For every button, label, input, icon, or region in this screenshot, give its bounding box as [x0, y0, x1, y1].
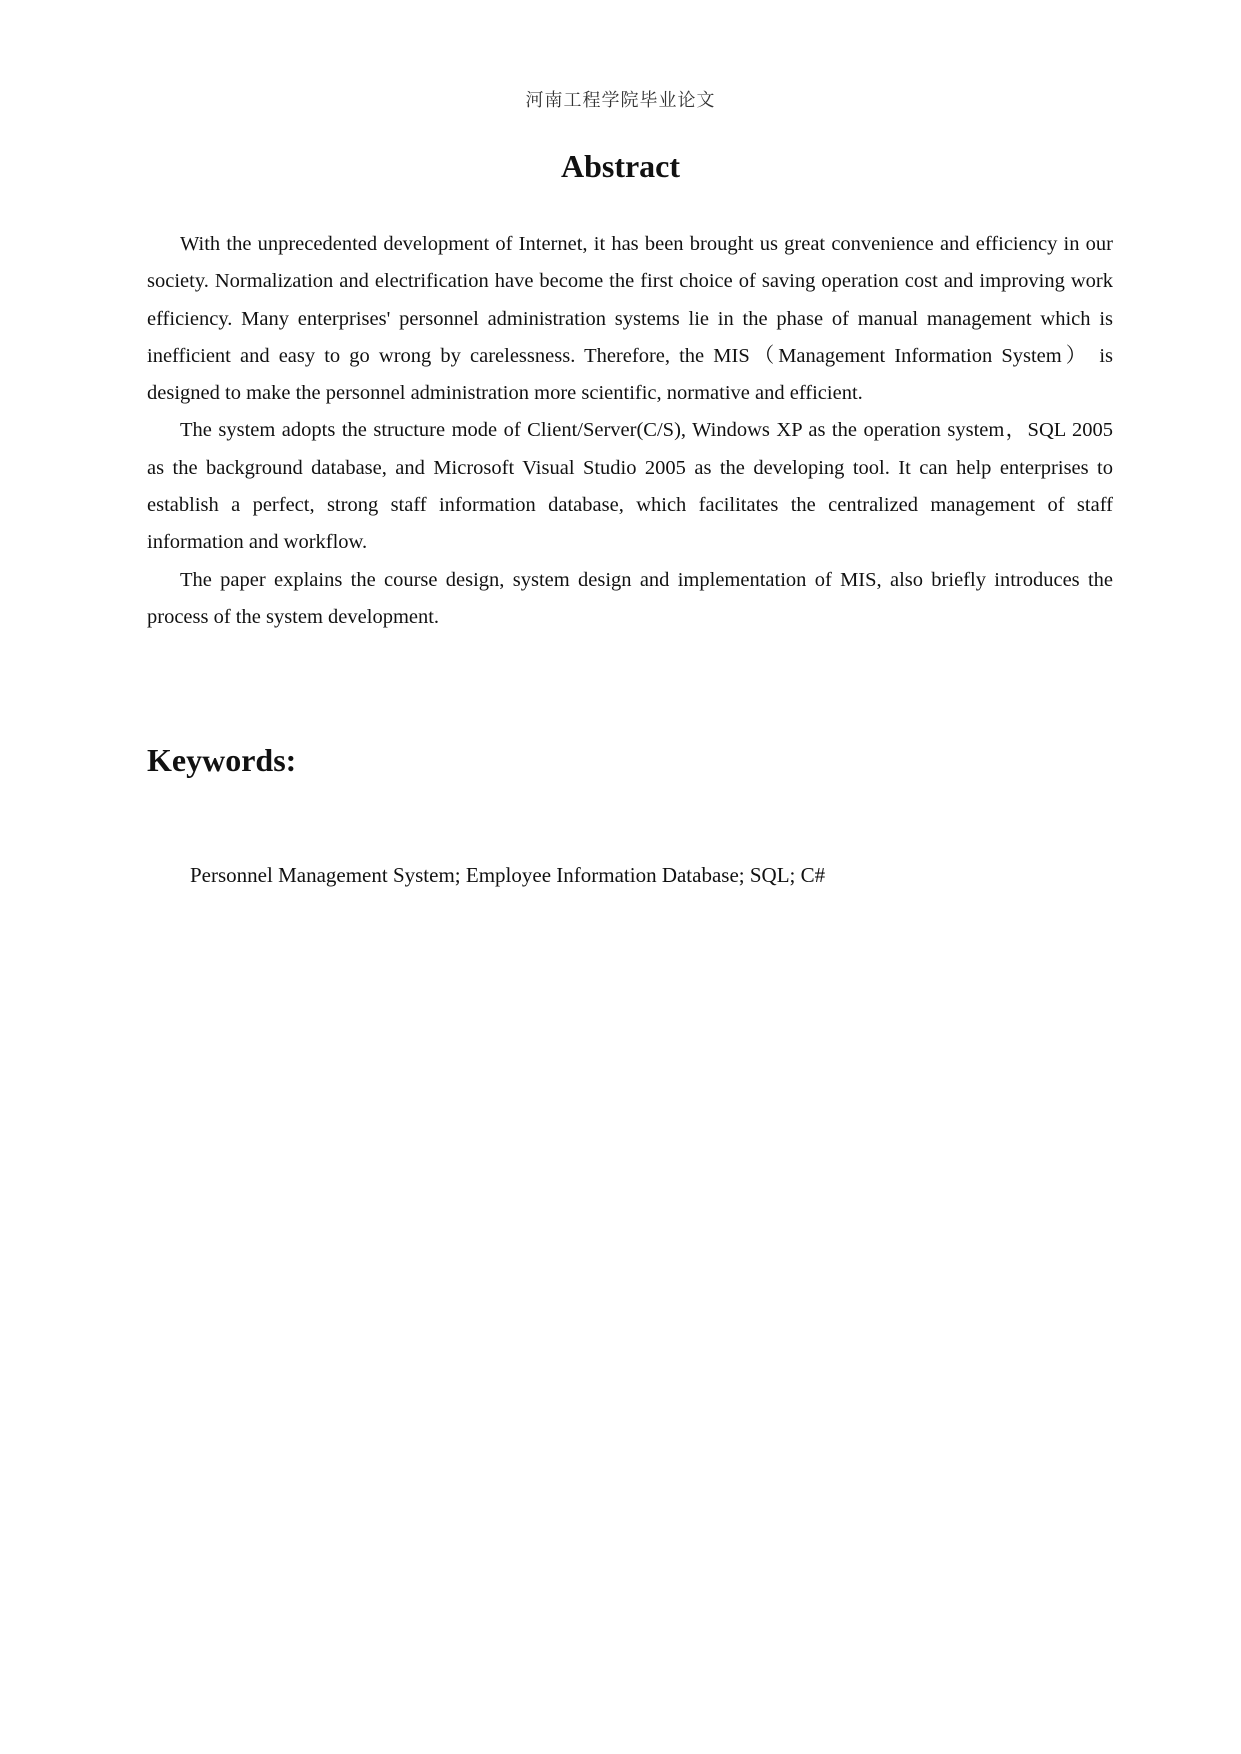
keywords-heading: Keywords:: [147, 742, 297, 778]
running-header: 河南工程学院毕业论文: [525, 90, 716, 110]
keywords-list: Personnel Management System; Employee Information Database; SQL; C#: [190, 863, 826, 887]
abstract-paragraph-1: With the unprecedented development of Internet, it has been brought us great convenience and efficiency in our society. Normalization and electrification have become the first choice of saving operation cost and improving work efficiency. Many enterprises' personnel administration systems lie in the phase of manual management which is inefficient and easy to go wrong by carelessness. Therefore, the MIS（Management Information System） is designed to make the personnel administration more scientific, normative and efficient.: [147, 233, 1113, 405]
abstract-paragraph-2: The system adopts the structure mode of Client/Server(C/S), Windows XP as the operation system，SQL 2005 as the background database, and Microsoft Visual Studio 2005 as the developing tool. It can help enterprises to establish a perfect, strong staff information database, which facilitates the centralized management of staff information and workflow.: [147, 419, 1113, 554]
abstract-title: Abstract: [560, 148, 681, 184]
abstract-paragraph-3: The paper explains the course design, system design and implementation of MIS, also briefly introduces the process of the system development.: [147, 568, 1113, 628]
abstract-body: [147, 226, 1113, 636]
